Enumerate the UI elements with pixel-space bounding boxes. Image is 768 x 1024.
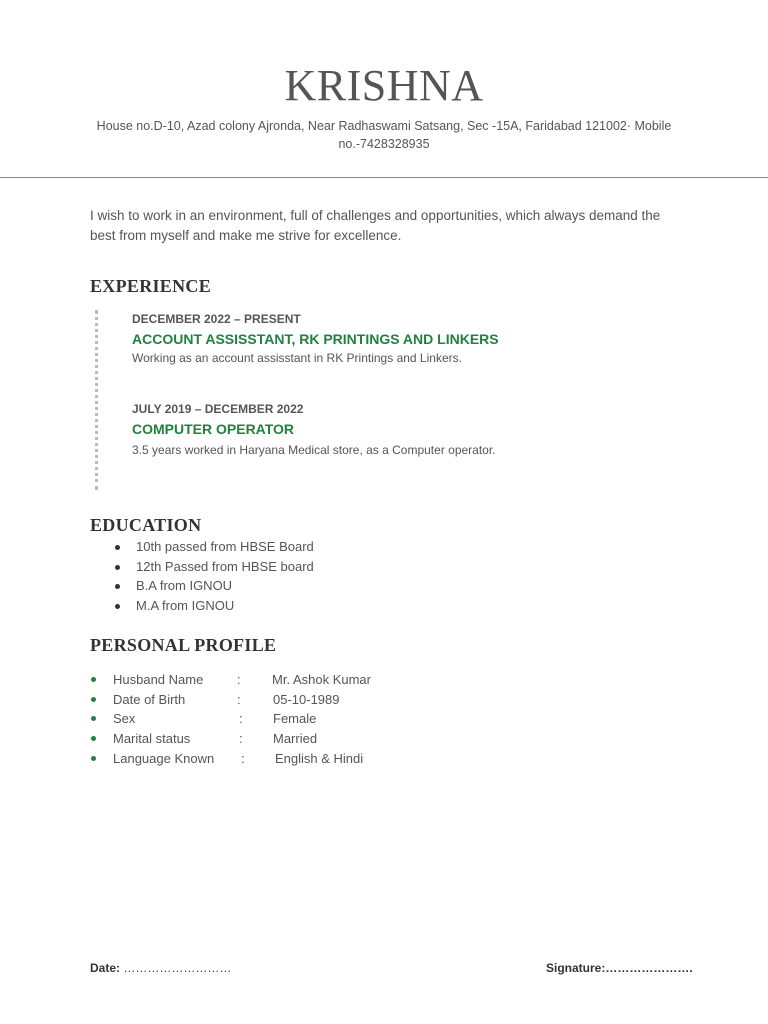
profile-value: Mr. Ashok Kumar	[272, 672, 371, 687]
profile-separator: :	[237, 672, 241, 687]
date-blank: ………………………	[120, 961, 232, 975]
job-entry	[132, 401, 496, 458]
header-divider	[0, 177, 768, 178]
profile-value: Female	[273, 711, 317, 727]
education-heading: EDUCATION	[90, 515, 202, 535]
bullet-icon	[91, 697, 96, 702]
education-item: 12th Passed from HBSE board	[112, 557, 314, 577]
signature-blank: ………………….	[605, 961, 693, 975]
job-title: COMPUTER OPERATOR	[132, 421, 295, 437]
bullet-icon	[91, 716, 96, 721]
experience-heading: EXPERIENCE	[90, 276, 212, 296]
signature-field	[546, 961, 693, 975]
bullet-icon	[91, 756, 96, 761]
education-item: 10th passed from HBSE Board	[112, 537, 314, 557]
profile-value: 05-10-1989	[273, 691, 340, 707]
contact-address: House no.D-10, Azad colony Ajronda, Near Radhaswami Satsang, Sec -15A, Faridabad 121002· Mobile no.-7428328935	[96, 119, 672, 151]
profile-label: Marital status	[113, 731, 191, 747]
profile-value: Married	[273, 731, 318, 747]
profile-separator: :	[237, 691, 241, 707]
profile-label: Language Known	[113, 750, 215, 766]
profile-label: Sex	[113, 711, 136, 727]
profile-separator: :	[239, 731, 243, 747]
job-entry	[132, 311, 499, 366]
resume-header	[0, 60, 768, 153]
job-dates: DECEMBER 2022 – PRESENT	[132, 312, 301, 326]
career-objective: I wish to work in an environment, full of challenges and opportunities, which always demand the best from myself and make me strive for excellence.	[90, 208, 661, 243]
date-label: Date:	[90, 961, 121, 975]
bullet-icon	[91, 736, 96, 741]
education-item: M.A from IGNOU	[112, 596, 314, 616]
profile-label: Date of Birth	[113, 691, 186, 707]
job-dates: JULY 2019 – DECEMBER 2022	[132, 402, 304, 416]
education-item: B.A from IGNOU	[112, 576, 314, 596]
job-title: ACCOUNT ASSISSTANT, RK PRINTINGS AND LINKERS	[132, 331, 499, 347]
personal-profile-heading: PERSONAL PROFILE	[90, 635, 277, 655]
profile-separator: :	[241, 750, 245, 766]
signature-label: Signature:	[546, 961, 606, 975]
job-description: 3.5 years worked in Haryana Medical store, as a Computer operator.	[132, 443, 496, 457]
education-list	[112, 537, 314, 616]
profile-label: Husband Name	[113, 672, 204, 687]
profile-separator: :	[239, 711, 243, 727]
experience-timeline-line	[95, 310, 98, 490]
date-field	[90, 961, 231, 975]
candidate-name: KRISHNA	[284, 61, 484, 110]
job-description: Working as an account assisstant in RK Printings and Linkers.	[132, 351, 462, 365]
bullet-icon	[91, 677, 96, 682]
profile-value: English & Hindi	[275, 750, 364, 766]
